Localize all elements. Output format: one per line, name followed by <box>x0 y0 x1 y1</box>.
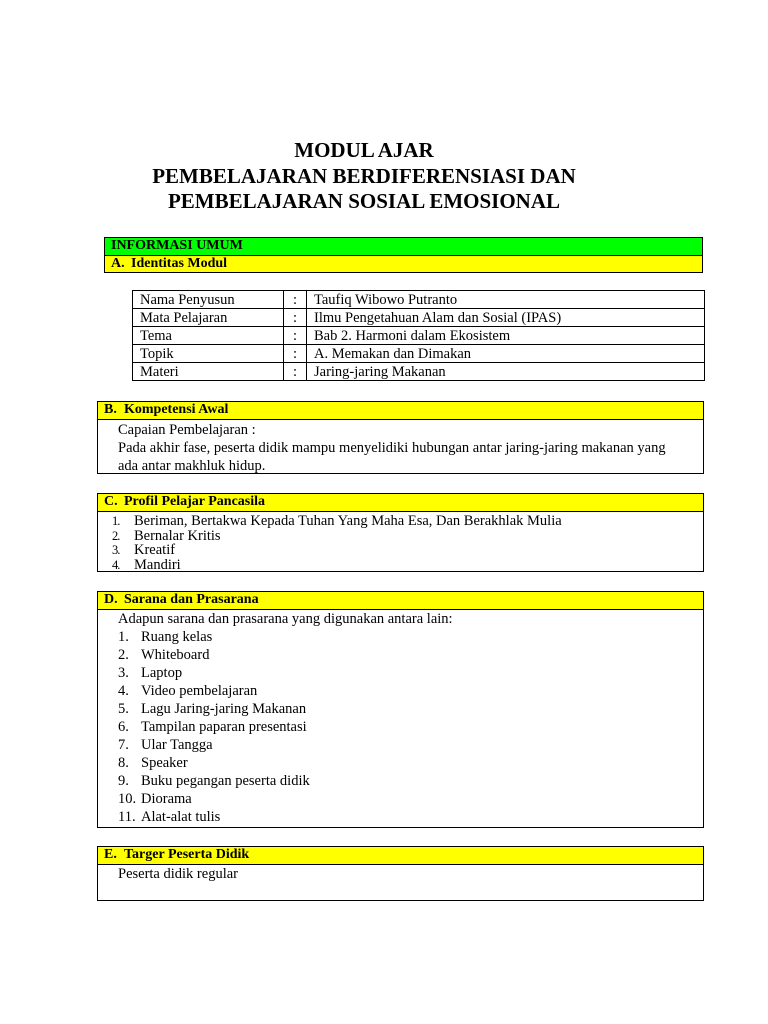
list-item-text: Bernalar Kritis <box>134 527 221 544</box>
list-item-text: Beriman, Bertakwa Kepada Tuhan Yang Maha Esa, Dan Berakhlak Mulia <box>134 513 562 529</box>
list-item <box>118 664 703 682</box>
capaian-text-1: Pada akhir fase, peserta didik mampu menyelidiki hubungan antar jaring-jaring makanan yang <box>118 440 666 456</box>
informasi-umum-header: INFORMASI UMUM <box>104 237 703 256</box>
identitas-label: Topik <box>133 345 284 363</box>
identitas-value: Jaring-jaring Makanan <box>307 363 705 381</box>
list-item-number: 7. <box>118 737 129 753</box>
identitas-label: Mata Pelajaran <box>133 309 284 327</box>
list-item-text: Tampilan paparan presentasi <box>141 719 307 735</box>
identitas-row <box>133 363 705 381</box>
identitas-label: Materi <box>133 363 284 381</box>
list-item-text: Buku pegangan peserta didik <box>141 773 310 789</box>
section-e-number: E. <box>104 847 117 862</box>
identitas-value: Ilmu Pengetahuan Alam dan Sosial (IPAS) <box>307 309 705 327</box>
identitas-separator: : <box>284 327 307 345</box>
identitas-value: Taufiq Wibowo Putranto <box>307 291 705 309</box>
list-item-number: 5. <box>118 701 129 717</box>
title-line-1: MODUL AJAR <box>294 138 434 162</box>
section-c-header <box>97 493 704 512</box>
list-item-number: 8. <box>118 755 129 771</box>
section-a-header <box>104 255 703 273</box>
list-item-text: Mandiri <box>134 556 181 573</box>
identitas-separator: : <box>284 291 307 309</box>
section-c-title: Profil Pelajar Pancasila <box>124 494 266 509</box>
section-b-number: B. <box>104 402 117 417</box>
identitas-separator: : <box>284 345 307 363</box>
section-d-header <box>97 591 704 610</box>
identitas-value: A. Memakan dan Dimakan <box>307 345 705 363</box>
list-item-number: 10. <box>118 791 137 807</box>
profil-list <box>98 512 703 572</box>
list-item-text: Alat-alat tulis <box>141 809 221 825</box>
section-d-number: D. <box>104 592 118 607</box>
list-item <box>118 628 703 646</box>
list-item-number: 9. <box>118 773 129 789</box>
identitas-row <box>133 327 705 345</box>
section-b-body <box>97 420 704 474</box>
title-line-2: PEMBELAJARAN BERDIFERENSIASI DAN <box>152 163 576 188</box>
section-e-title: Targer Peserta Didik <box>124 847 250 862</box>
list-item <box>118 700 703 718</box>
list-item <box>112 558 703 573</box>
list-item-number: 1. <box>118 629 129 645</box>
identitas-label: Tema <box>133 327 284 345</box>
section-d-body <box>97 610 704 828</box>
list-item <box>112 543 703 558</box>
list-item <box>118 718 703 736</box>
list-item <box>118 736 703 754</box>
section-b-header <box>97 401 704 420</box>
list-item-text: Ruang kelas <box>141 629 213 645</box>
list-item <box>112 514 703 529</box>
section-c-body <box>97 512 704 572</box>
section-d-title: Sarana dan Prasarana <box>124 592 259 607</box>
section-e-header <box>97 846 704 865</box>
list-item-number: 1. <box>112 514 120 528</box>
list-item-text: Video pembelajaran <box>141 683 258 699</box>
list-item-number: 6. <box>118 719 129 735</box>
capaian-label: Capaian Pembelajaran : <box>118 422 256 438</box>
list-item <box>118 790 703 808</box>
list-item-text: Laptop <box>141 665 183 681</box>
capaian-text-2: ada antar makhluk hidup. <box>118 458 266 474</box>
target-text: Peserta didik regular <box>118 866 238 882</box>
list-item-number: 11. <box>118 809 136 825</box>
list-item-number: 2. <box>118 647 129 663</box>
document-title <box>0 138 728 215</box>
list-item <box>118 682 703 700</box>
identitas-row <box>133 345 705 363</box>
section-e-body <box>97 865 704 901</box>
list-item-number: 4. <box>112 557 120 572</box>
list-item-number: 2. <box>112 528 120 543</box>
list-item-text: Ular Tangga <box>141 737 213 753</box>
identitas-table <box>132 290 705 381</box>
section-b-title: Kompetensi Awal <box>124 402 229 417</box>
identitas-value: Bab 2. Harmoni dalam Ekosistem <box>307 327 705 345</box>
sarana-list <box>98 628 703 826</box>
list-item-text: Diorama <box>141 791 192 807</box>
list-item-text: Whiteboard <box>141 647 210 663</box>
identitas-row <box>133 309 705 327</box>
section-a-title: Identitas Modul <box>131 256 228 271</box>
list-item-number: 3. <box>112 543 120 557</box>
section-a-number: A. <box>111 256 125 271</box>
title-line-3: PEMBELAJARAN SOSIAL EMOSIONAL <box>167 189 561 213</box>
list-item <box>118 808 703 826</box>
list-item-text: Speaker <box>141 755 188 771</box>
list-item-number: 3. <box>118 665 129 681</box>
list-item <box>112 529 703 544</box>
identitas-separator: : <box>284 309 307 327</box>
list-item-number: 4. <box>118 683 129 699</box>
list-item <box>118 646 703 664</box>
identitas-separator: : <box>284 363 307 381</box>
list-item-text: Lagu Jaring-jaring Makanan <box>141 701 307 717</box>
identitas-row <box>133 291 705 309</box>
identitas-label: Nama Penyusun <box>133 291 284 309</box>
list-item <box>118 772 703 790</box>
sarana-intro: Adapun sarana dan prasarana yang digunakan antara lain: <box>118 611 453 627</box>
list-item-text: Kreatif <box>134 542 176 558</box>
section-c-number: C. <box>104 494 118 509</box>
list-item <box>118 754 703 772</box>
